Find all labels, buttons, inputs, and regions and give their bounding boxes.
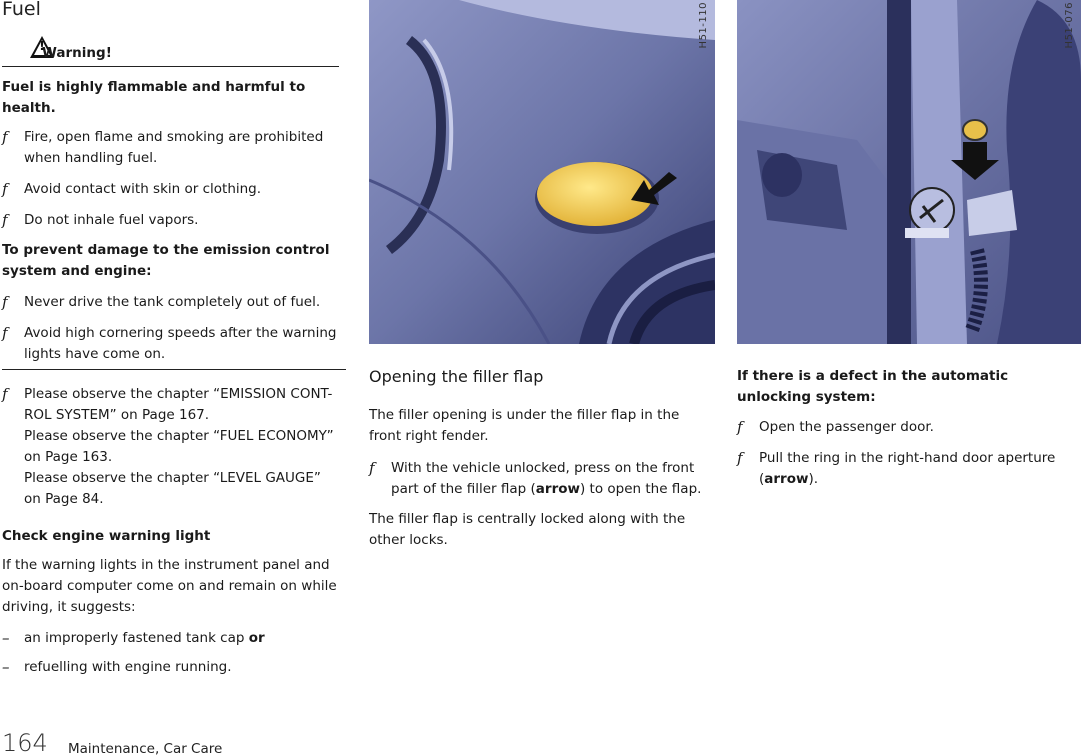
fender-drawing [369,0,715,344]
reference-line: ROL SYSTEM” on Page 167. [24,407,210,423]
divider [2,369,346,370]
warning-box: ! Warning! [2,33,339,67]
list-item: – an improperly fastened tank cap or [2,629,265,647]
figure-code: H51-110 [698,2,709,49]
list-item: f Open the passenger door. [737,418,934,436]
section-title: Opening the filler flap [369,367,544,386]
warning-subheading: To prevent damage to the emission control system and engine: [2,242,330,279]
list-item: – refuelling with engine running. [2,658,232,676]
warning-headline: Fuel is highly flammable and harmful to health. [2,79,306,116]
door-drawing [737,0,1081,344]
defect-heading: If there is a defect in the automatic unlocking system: [737,368,1009,405]
warning-label: Warning! [42,45,112,61]
filler-note: The filler flap is centrally locked along with the other locks. [369,511,686,548]
reference-line: Please observe the chapter “FUEL ECONOMY” [24,428,334,444]
reference-list: f Please observe the chapter “EMISSION CONT- ROL SYSTEM” on Page 167. Please observe the chapter “FUEL ECONOMY” on Page 163. Please observe the chapter “LEVEL GAUGE” on Page 84. [2,384,348,510]
reference-line: Please observe the chapter “LEVEL GAUGE” [24,470,321,486]
list-item: f Avoid contact with skin or clothing. [2,180,262,198]
section-name: Maintenance, Car Care [68,741,223,756]
list-item: f Never drive the tank completely out of fuel. [2,293,321,311]
reference-line: on Page 163. [24,449,113,465]
list-item: f Avoid high cornering speeds after the warning lights have come on. [2,324,337,362]
list-item: f Pull the ring in the right-hand door aperture (arrow). [737,449,1056,487]
list-item: f With the vehicle unlocked, press on the front part of the filler flap (arrow) to open the flap. [369,459,702,497]
check-engine-heading: Check engine warning light [2,528,211,544]
check-engine-intro: If the warning lights in the instrument panel and on-board computer come on and remain on while driving, it suggests: [2,557,337,615]
filler-intro: The filler opening is under the filler flap in the front right fender. [369,407,680,444]
list-item: f Fire, open flame and smoking are prohibited when handling fuel. [2,128,324,166]
reference-line: on Page 84. [24,491,104,507]
page-title: Fuel [2,0,41,20]
door-aperture-illustration [737,0,1081,344]
list-item: f Do not inhale fuel vapors. [2,211,199,229]
figure-code: H51-076 [1064,2,1075,49]
page-number: 164 [2,729,48,756]
reference-line: Please observe the chapter “EMISSION CONT- [24,386,333,402]
filler-flap-illustration [369,0,715,344]
